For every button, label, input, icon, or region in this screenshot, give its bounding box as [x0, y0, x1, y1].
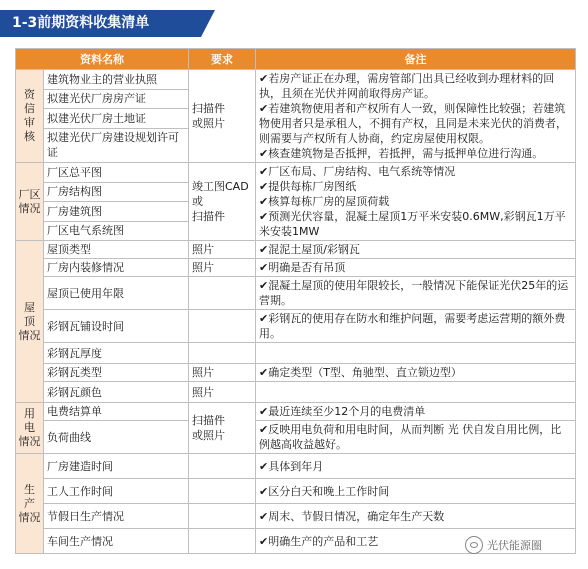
notes-cell: ✔区分白天和晚上工作时间 [256, 479, 576, 504]
requirement-cell [189, 479, 256, 504]
watermark [465, 536, 542, 554]
table-row [16, 454, 576, 479]
requirement-cell: 扫描件 或照片 [189, 70, 256, 163]
col-header-requirement: 要求 [189, 49, 256, 70]
category-cell: 用 电 情况 [16, 403, 44, 454]
item-cell: 彩钢瓦厚度 [44, 343, 189, 364]
category-cell: 资 信 审 核 [16, 70, 44, 163]
notes-cell: ✔若房产证正在办理，需房管部门出具已经收到办理材料的回执，且须在光伏并网前取得房产证。 ✔若建筑物使用者和产权所有人一致，则保障性比较强；若建筑物使用者只是承租人，不拥有产权，且同是未来光伏的消费者，则需要与产权所有人协商，约定房屋使用权限。 ✔核查建筑物是否抵押，若抵押，需与抵押单位进行沟通。 [256, 70, 576, 163]
table-row [16, 163, 576, 183]
table-row [16, 277, 576, 310]
wechat-icon [465, 536, 483, 554]
item-cell: 厂区总平图 [44, 163, 189, 183]
requirement-cell: 照片 [189, 382, 256, 403]
table-header-row [16, 49, 576, 70]
requirement-cell [189, 454, 256, 479]
table-row [16, 364, 576, 382]
notes-cell: ✔混凝土屋顶的使用年限较长，一般情况下能保证光伏25年的运营期。 [256, 277, 576, 310]
item-cell: 拟建光伏厂房土地证 [44, 109, 189, 129]
item-cell: 屋顶类型 [44, 241, 189, 259]
notes-cell: ✔确定类型（T型、角驰型、直立锁边型） [256, 364, 576, 382]
category-cell: 屋 顶 情况 [16, 241, 44, 403]
item-cell: 电费结算单 [44, 403, 189, 421]
item-cell: 厂房内装修情况 [44, 259, 189, 277]
notes-cell: ✔彩钢瓦的使用存在防水和维护问题，需要考虑运营期的额外费用。 [256, 310, 576, 343]
item-cell: 节假日生产情况 [44, 504, 189, 529]
notes-cell: ✔厂区布局、厂房结构、电气系统等情况 ✔提供每栋厂房图纸 ✔核算每栋厂房的屋顶荷载 ✔预测光伏容量，混凝土屋顶1万平米安装0.6MW,彩钢瓦1万平米安装1MW [256, 163, 576, 241]
item-cell: 负荷曲线 [44, 421, 189, 454]
item-cell: 屋顶已使用年限 [44, 277, 189, 310]
item-cell: 彩钢瓦类型 [44, 364, 189, 382]
requirement-cell [189, 529, 256, 554]
requirement-cell [189, 277, 256, 310]
category-cell: 生 产 情况 [16, 454, 44, 554]
item-cell: 工人工作时间 [44, 479, 189, 504]
page-title: 1-3前期资料收集清单 [0, 10, 201, 37]
item-cell: 厂房建筑图 [44, 202, 189, 222]
item-cell: 车间生产情况 [44, 529, 189, 554]
notes-cell [256, 343, 576, 364]
item-cell: 建筑物业主的营业执照 [44, 70, 189, 90]
requirement-cell [189, 343, 256, 364]
table-row [16, 343, 576, 364]
item-cell: 拟建光伏厂房房产证 [44, 89, 189, 109]
item-cell: 厂房结构图 [44, 182, 189, 202]
data-collection-table [15, 48, 576, 554]
item-cell: 拟建光伏厂房建设规划许可证 [44, 128, 189, 162]
notes-cell: ✔明确生产的产品和工艺 [256, 529, 576, 554]
table-row [16, 403, 576, 421]
requirement-cell: 照片 [189, 364, 256, 382]
notes-cell: ✔具体到年月 [256, 454, 576, 479]
col-header-notes: 备注 [256, 49, 576, 70]
requirement-cell: 竣工图CAD或 扫描件 [189, 163, 256, 241]
table-row [16, 241, 576, 259]
category-cell: 厂区 情况 [16, 163, 44, 241]
requirement-cell: 照片 [189, 259, 256, 277]
requirement-cell: 扫描件 或照片 [189, 403, 256, 454]
notes-cell: ✔周末、节假日情况，确定年生产天数 [256, 504, 576, 529]
item-cell: 厂房建造时间 [44, 454, 189, 479]
table-row [16, 310, 576, 343]
table-row [16, 70, 576, 90]
notes-cell: ✔明确是否有吊顶 [256, 259, 576, 277]
table-row [16, 259, 576, 277]
notes-cell: ✔混泥土屋顶/彩钢瓦 [256, 241, 576, 259]
watermark-text: 光伏能源圈 [487, 539, 542, 552]
table-row [16, 421, 576, 454]
requirement-cell: 照片 [189, 241, 256, 259]
col-header-name: 资料名称 [16, 49, 189, 70]
table-row [16, 382, 576, 403]
notes-cell [256, 382, 576, 403]
item-cell: 彩钢瓦铺设时间 [44, 310, 189, 343]
requirement-cell [189, 504, 256, 529]
requirement-cell [189, 310, 256, 343]
notes-cell: ✔反映用电负荷和用电时间，从而判断 光 伏自发自用比例，比例越高收益越好。 [256, 421, 576, 454]
notes-cell: ✔最近连续至少12个月的电费清单 [256, 403, 576, 421]
item-cell: 厂区电气系统图 [44, 221, 189, 241]
table-row [16, 504, 576, 529]
table-row [16, 479, 576, 504]
item-cell: 彩钢瓦颜色 [44, 382, 189, 403]
